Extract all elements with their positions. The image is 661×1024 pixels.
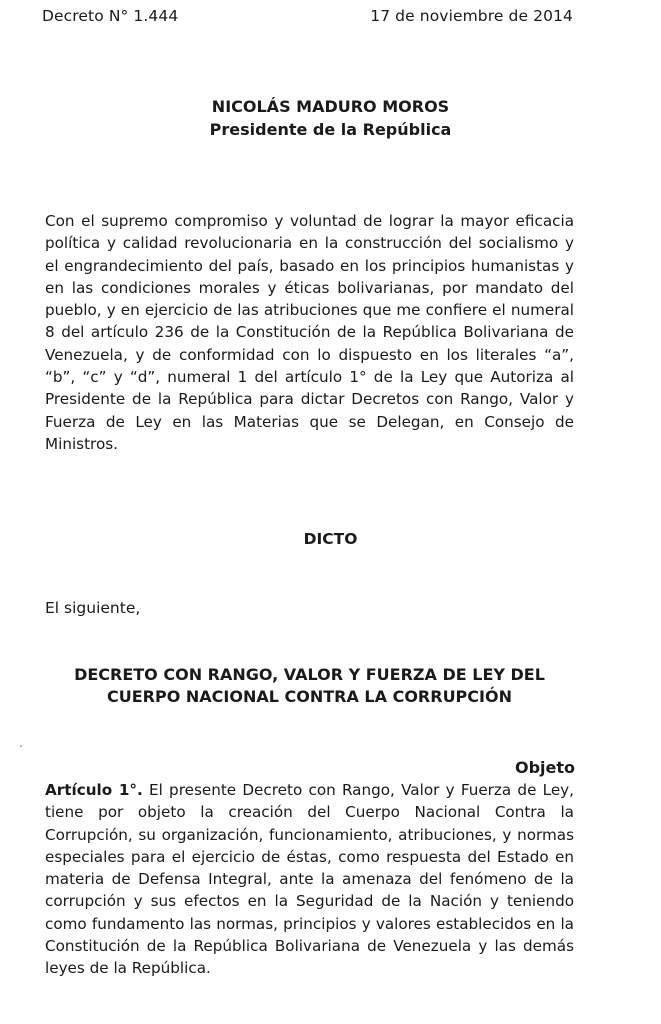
issuer-name: NICOLÁS MADURO MOROS: [211, 97, 450, 116]
following-text: El siguiente,: [45, 599, 141, 617]
dicto-heading: DICTO: [303, 530, 358, 548]
decree-number: Decreto N° 1.444: [42, 7, 179, 25]
article-heading: Objeto: [514, 758, 575, 777]
preamble-paragraph: Con el supremo compromiso y voluntad de lograr la mayor eficacia política y calidad revolucionaria en la construcción del socialismo y el engrandecimiento del país, basado en los principios humanistas y en las condiciones morales y éticas bolivarianas, por mandato del pueblo, y en ejercicio de las atribuciones que me confiere el numeral 8 del artículo 236 de la Constitución de la República Bolivariana de Venezuela, y de conformidad con lo dispuesto en los literales “a”, “b”, “c” y “d”, numeral 1 del artículo 1° de la Ley que Autoriza al Presidente de la República para dictar Decretos con Rango, Valor y Fuerza de Ley en las Materias que se Delegan, en Consejo de Ministros.: [45, 212, 574, 453]
decree-title-line-2: CUERPO NACIONAL CONTRA LA CORRUPCIÓN: [107, 687, 512, 706]
scan-speck: [20, 745, 22, 747]
article-1-paragraph: [45, 779, 574, 980]
article-text: El presente Decreto con Rango, Valor y Fuerza de Ley, tiene por objeto la creación del Cuerpo Nacional Contra la Corrupción, su organización, funcionamiento, atribuciones, y normas especiales para el ejercicio de éstas, como respuesta del Estado en materia de Defensa Integral, ante la amenaza del fenómeno de la corrupción y sus efectos en la Seguridad de la Nación y teniendo como fundamento las normas, principios y valores establecidos en la Constitución de la República Bolivariana de Venezuela y las demás leyes de la República.: [45, 781, 574, 978]
issuer-title: Presidente de la República: [209, 120, 452, 139]
article-label: Artículo 1°.: [45, 781, 143, 799]
decree-date: 17 de noviembre de 2014: [370, 7, 573, 25]
decree-title-line-1: DECRETO CON RANGO, VALOR Y FUERZA DE LEY DEL: [74, 665, 545, 684]
